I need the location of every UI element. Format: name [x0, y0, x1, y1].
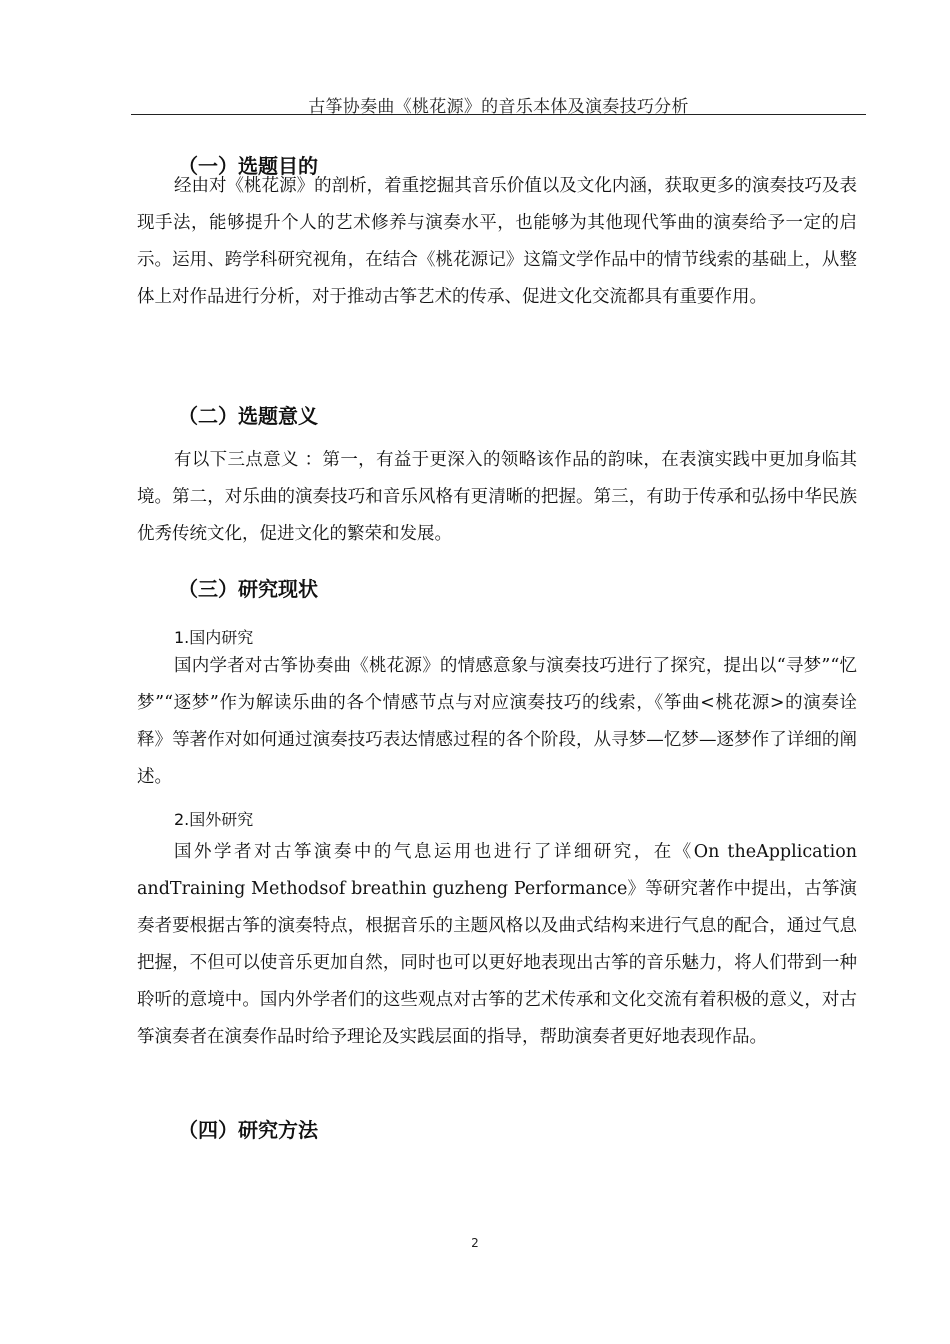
page-number: 2 [471, 1236, 479, 1250]
heading-significance: （二）选题意义 [178, 404, 318, 428]
paragraph-foreign: 国外学者对古筝演奏中的气息运用也进行了详细研究，在《On theApplication andTraining Methodsof breathin guzheng Performance》等研究著作中提出，古筝演奏者要根据古筝的演奏特点，根据音乐的主题风格以及曲式结构来进行气息的配合，通过气息把握，不但可以使音乐更加自然，同时也可以更好地表现出古筝的音乐魅力，将人们带到一种聆听的意境中。国内外学者们的这些观点对古筝的艺术传承和文化交流有着积极的意义，对古筝演奏者在演奏作品时给予理论及实践层面的指导，帮助演奏者更好地表现作品。 [137, 842, 857, 1047]
heading-purpose: （一）选题目的 [178, 154, 318, 178]
paragraph-purpose: 经由对《桃花源》的剖析，着重挖掘其音乐价值以及文化内涵，获取更多的演奏技巧及表现手法，能够提升个人的艺术修养与演奏水平，也能够为其他现代筝曲的演奏给予一定的启示。运用、跨学科研究视角，在结合《桃花源记》这篇文学作品中的情节线索的基础上，从整体上对作品进行分析，对于推动古筝艺术的传承、促进文化交流都具有重要作用。 [137, 176, 857, 307]
header-rule [131, 114, 866, 115]
paragraph-domestic: 国内学者对古筝协奏曲《桃花源》的情感意象与演奏技巧进行了探究，提出以“寻梦”“忆梦”“逐梦”作为解读乐曲的各个情感节点与对应演奏技巧的线索，《筝曲<桃花源>的演奏诠释》等著作对如何通过演奏技巧表达情感过程的各个阶段，从寻梦—忆梦—逐梦作了详细的阐述。 [137, 656, 857, 787]
paragraph-significance: 有以下三点意义 ：第一，有益于更深入的领略该作品的韵味，在表演实践中更加身临其境。第二，对乐曲的演奏技巧和音乐风格有更清晰的把握。第三，有助于传承和弘扬中华民族优秀传统文化，促进文化的繁荣和发展。 [137, 450, 857, 544]
heading-research-status: （三）研究现状 [178, 577, 318, 601]
running-header-title: 古筝协奏曲《桃花源》的音乐本体及演奏技巧分析 [308, 97, 689, 117]
subheading-domestic: 1.国内研究 [174, 628, 254, 647]
heading-methods: （四）研究方法 [178, 1118, 318, 1142]
subheading-foreign: 2.国外研究 [174, 810, 254, 829]
